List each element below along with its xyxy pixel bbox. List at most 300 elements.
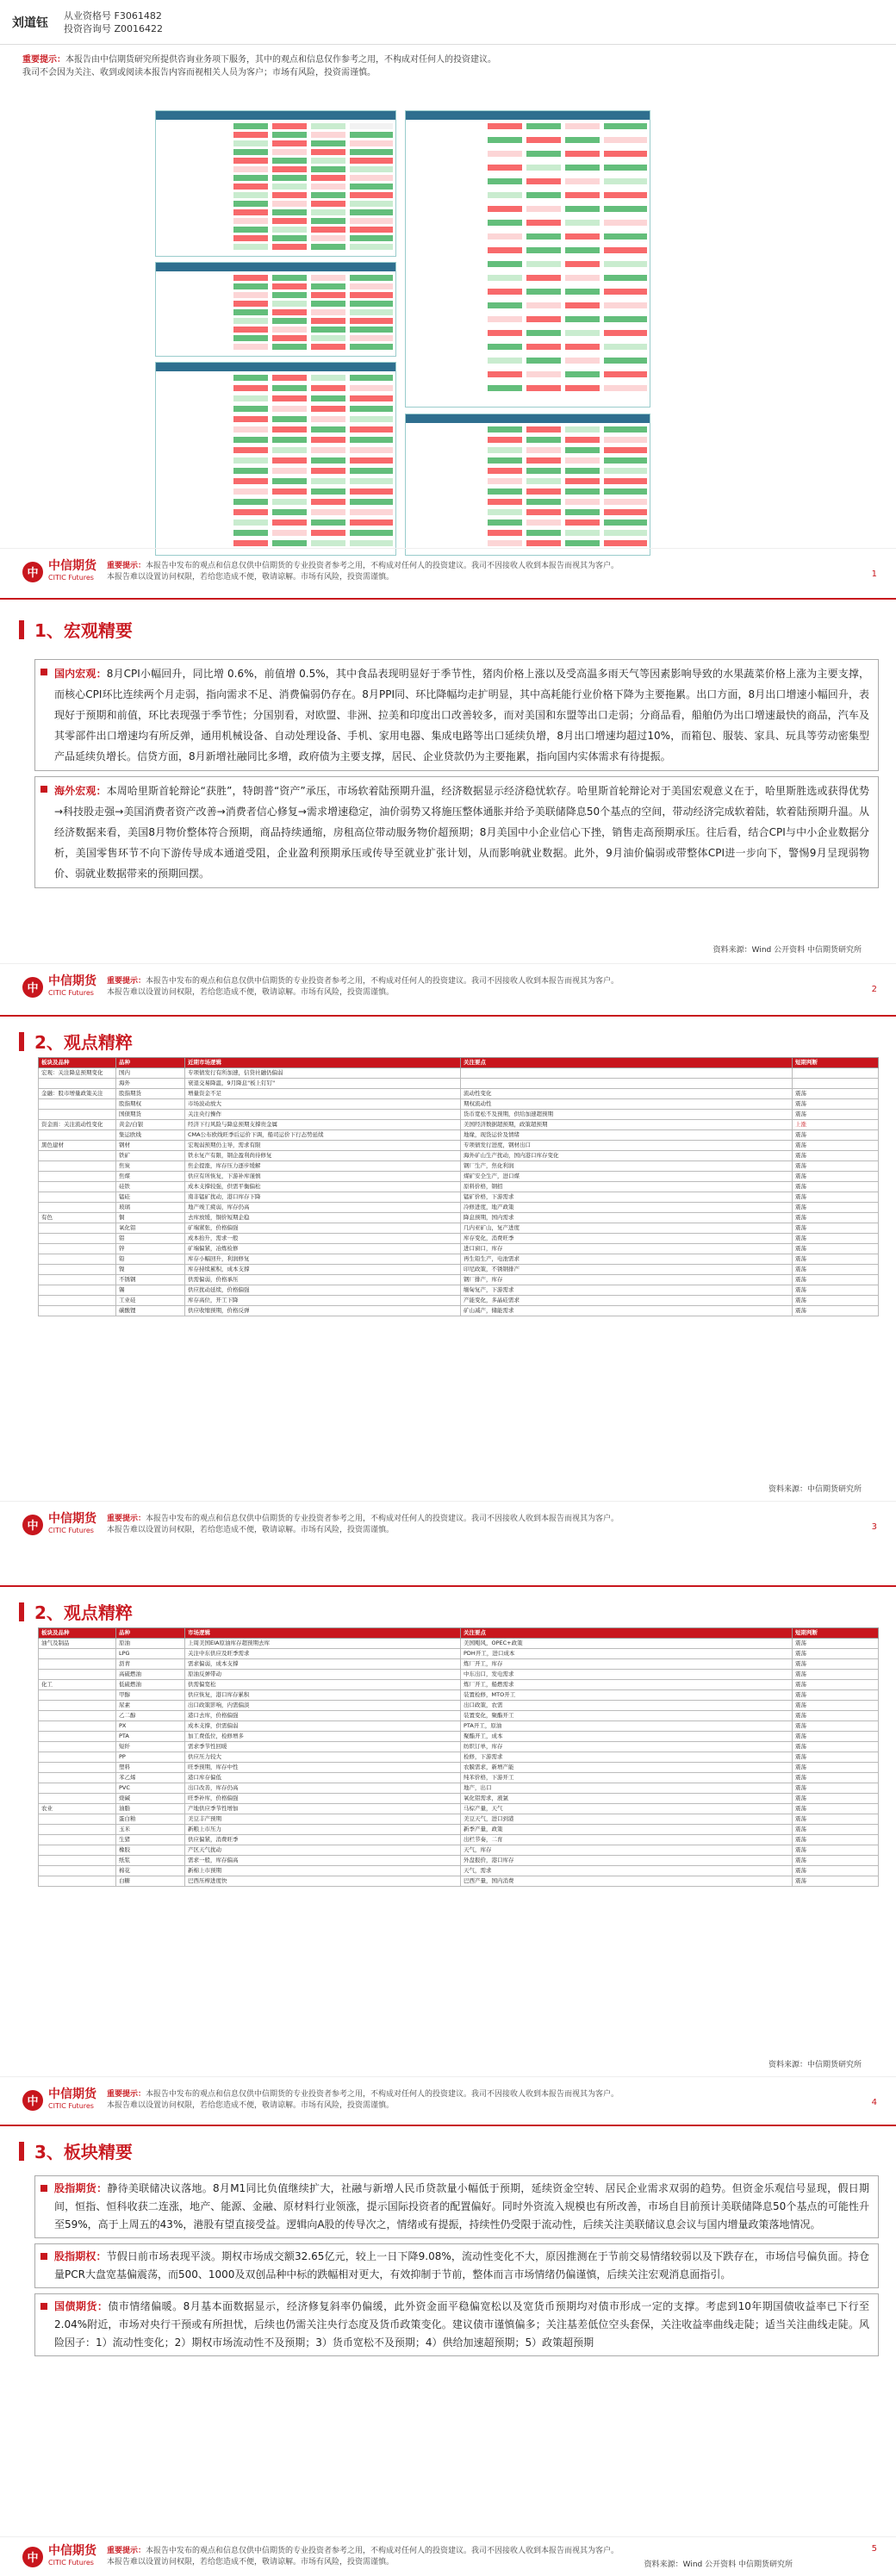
table-cell: 震荡 (793, 1835, 879, 1845)
table-cell: 港口去库，价格偏强 (185, 1711, 461, 1721)
table-cell: 股指期货 (116, 1089, 185, 1099)
table-row (39, 1223, 879, 1234)
table-cell: PP (116, 1752, 185, 1763)
table-cell (39, 1876, 116, 1887)
table-cell: 钢厂排产，库存 (461, 1275, 793, 1285)
section-marker (19, 620, 24, 639)
table-cell: 工业硅 (116, 1296, 185, 1306)
table-row (39, 1172, 879, 1182)
table-cell: 海外矿山生产扰动，国内港口库存变化 (461, 1151, 793, 1161)
table-cell (39, 1721, 116, 1732)
table-cell: 成本抬升，需求一般 (185, 1234, 461, 1244)
table-cell (39, 1306, 116, 1316)
table-cell (39, 1763, 116, 1773)
table-cell (39, 1285, 116, 1296)
table-cell: 震荡 (793, 1141, 879, 1151)
table-cell: 需求季节性回暖 (185, 1742, 461, 1752)
citic-logo-icon: 中 (22, 977, 43, 998)
table-cell: 震荡 (793, 1825, 879, 1835)
table-row (39, 1285, 879, 1296)
column-header: 品种 (116, 1628, 185, 1639)
column-header: 关注要点 (461, 1058, 793, 1068)
table-cell: 蛋白粕 (116, 1814, 185, 1825)
table-cell: 铝 (116, 1234, 185, 1244)
table-cell: 震荡 (793, 1192, 879, 1203)
table-cell (793, 1079, 879, 1089)
column-header: 近期市场逻辑 (185, 1058, 461, 1068)
table-cell (39, 1742, 116, 1752)
table-cell: 不锈钢 (116, 1275, 185, 1285)
table-cell: 中东出口，发电需求 (461, 1670, 793, 1680)
table-cell: 震荡 (793, 1659, 879, 1670)
column-header: 市场逻辑 (185, 1628, 461, 1639)
table-cell: 国内 (116, 1068, 185, 1079)
table-cell (39, 1773, 116, 1783)
table-row (39, 1265, 879, 1275)
table-cell: 锰硅 (116, 1192, 185, 1203)
table-cell: 塑料 (116, 1763, 185, 1773)
table-cell: 锡 (116, 1285, 185, 1296)
table-cell: 低硫燃油 (116, 1680, 185, 1690)
table-cell: 库存持续累积，成本支撑 (185, 1265, 461, 1275)
table-cell: 经济下行风险与降息预期支撑贵金属 (185, 1120, 461, 1130)
table-cell (39, 1223, 116, 1234)
table-cell: 供应恢复，港口库存累积 (185, 1690, 461, 1701)
table-cell (793, 1068, 879, 1079)
table-cell: 震荡 (793, 1711, 879, 1721)
table-cell: 铁矿 (116, 1151, 185, 1161)
table-row (39, 1773, 879, 1783)
table-cell (39, 1835, 116, 1845)
table-cell: 旺季预期，库存中性 (185, 1763, 461, 1773)
table-cell: 钢厂生产，焦化利润 (461, 1161, 793, 1172)
table-cell: 震荡 (793, 1701, 879, 1711)
table-cell: 供应有所恢复，下游补库谨慎 (185, 1172, 461, 1182)
table-cell: 甲醇 (116, 1690, 185, 1701)
table-cell (39, 1192, 116, 1203)
table-cell: 纺织订单，库存 (461, 1742, 793, 1752)
table-cell: 海外 (116, 1079, 185, 1089)
table-cell (39, 1203, 116, 1213)
overseas-macro-text: 本周哈里斯首轮辩论“获胜”，特朗普“资产”承压，市场软着陆预期升温，经济数据显示经济稳忧软存。哈里斯首轮辩论对于美国宏观意义在于，哈里斯胜选或获得优势→科技股走强→美国消费者资产改善→消费者信心修复→需求增速稳定，油价弱势又将施压整体通胀并给予美联储降息50个基点的空间，带动经济完成软着陆，软着陆预期升温。从经济数据来看，美国8月物价整体符合预期，商品持续通缩，房租高位带动服务物价超预期；8月美国中小企业信心下挫，销售走高预期承压。往后看，结合CPI与中小企业数据分析，美国零售环节不向下游传导成本通道受阻，企业盈利预期承压或传导至就业扩张计划，从而影响就业数据。此外，9月油价偏弱或带整体CPI进一步向下，警惕9月呈现弱物价、弱就业数据带来的预期回摆。 (54, 785, 869, 880)
page-number: 2 (871, 985, 877, 994)
table-cell: 缅甸复产，下游需求 (461, 1285, 793, 1296)
table-cell: 震荡 (793, 1814, 879, 1825)
table-cell (39, 1099, 116, 1110)
table-cell: 农业 (39, 1804, 116, 1814)
table-cell: 马棕产量，天气 (461, 1804, 793, 1814)
table-cell: 成本支撑，供需偏弱 (185, 1721, 461, 1732)
table-cell: 焦企提涨，库存压力逐步缓解 (185, 1161, 461, 1172)
table-row (39, 1711, 879, 1721)
overseas-macro-tag: 海外宏观： (54, 785, 107, 797)
table-cell: 震荡 (793, 1254, 879, 1265)
table-row (39, 1794, 879, 1804)
footer (0, 963, 896, 1010)
table-cell: 农膜需求，新增产能 (461, 1763, 793, 1773)
table-cell (39, 1234, 116, 1244)
section-title: 1、宏观精要 (34, 620, 133, 641)
table-row (39, 1306, 879, 1316)
sector-item-text: 节假日前市场表现平淡。期权市场成交额32.65亿元，较上一日下降9.08%，流动性变化不大，原因推测在于节前交易情绪较弱以及下跌存在，市场信号偏负面。持仓量PCR大盘宽基偏震荡，而500、1000及双创品种中标的跌幅相对更大，有效抑制于节前，整体而言市场情绪仍偏谨慎，后续关注宏观消息面指引。 (54, 2250, 869, 2280)
table-cell (39, 1275, 116, 1285)
table-row (39, 1192, 879, 1203)
table-cell: 美国飓风，OPEC+政策 (461, 1639, 793, 1649)
table-cell: 白糖 (116, 1876, 185, 1887)
table-cell: 震荡 (793, 1234, 879, 1244)
bullet-icon (40, 2185, 47, 2192)
table-cell (461, 1079, 793, 1089)
table-row (39, 1845, 879, 1856)
header-bar (0, 0, 896, 45)
table-cell: 关注央行操作 (185, 1110, 461, 1120)
table-cell: 震荡 (793, 1856, 879, 1866)
table-cell: 震荡 (793, 1265, 879, 1275)
table-cell: 需求一般，库存偏高 (185, 1856, 461, 1866)
table-cell: 橡胶 (116, 1845, 185, 1856)
table-cell (39, 1701, 116, 1711)
table-row (39, 1649, 879, 1659)
table-cell: 氧化铝需求，液氯 (461, 1794, 793, 1804)
section-marker (19, 1032, 24, 1051)
footer-disclaimer: 重要提示：本报告中发布的观点和信息仅供中信期货的专业投资者参考之用，不构成对任何人的投资建议。我司不因接收人收到本报告而视其为客户。 本报告难以设置访问权限，若给您造成不便，敬请谅解。市场有风险，投资需谨慎。 (107, 2089, 619, 2110)
table-row (39, 1079, 879, 1089)
table-cell: 增量资金不足 (185, 1089, 461, 1099)
table-cell: 美国经济数据超预期，政策超预期 (461, 1120, 793, 1130)
table-cell: 钢材 (116, 1141, 185, 1151)
table-cell (39, 1659, 116, 1670)
table-cell (461, 1068, 793, 1079)
citic-logo: 中 中信期货 CITIC Futures (22, 1513, 96, 1537)
table-cell: PTA开工，原油 (461, 1721, 793, 1732)
heatmap-table-5 (405, 414, 650, 556)
table-cell: 宏观弱预期仍主导，需求有限 (185, 1141, 461, 1151)
section-header (0, 1017, 896, 1054)
table-row (39, 1161, 879, 1172)
table-cell: 油气及制品 (39, 1639, 116, 1649)
table-cell: 烧碱 (116, 1794, 185, 1804)
table-cell: 需求偏弱，成本支撑 (185, 1659, 461, 1670)
table-cell: CMA公布欧线旺季后运价下调，船司运价下行态势延续 (185, 1130, 461, 1141)
table-cell: 震荡 (793, 1161, 879, 1172)
bullet-icon (40, 669, 47, 675)
column-header: 短期判断 (793, 1058, 879, 1068)
table-cell: 震荡 (793, 1089, 879, 1099)
table-cell: 降息预期，国内需求 (461, 1213, 793, 1223)
table-cell (39, 1130, 116, 1141)
section-title: 3、板块精要 (34, 2142, 133, 2162)
page-number: 3 (871, 1522, 877, 1532)
table-cell: 再生铅生产，电池需求 (461, 1254, 793, 1265)
table-cell: 炼厂开工，库存 (461, 1659, 793, 1670)
table-cell: 震荡 (793, 1773, 879, 1783)
table-cell: 成本支撑较强，供需平衡偏松 (185, 1182, 461, 1192)
table-cell: 震荡 (793, 1099, 879, 1110)
footer (0, 1501, 896, 1547)
table-cell: 震荡 (793, 1763, 879, 1773)
citic-logo-icon: 中 (22, 2547, 43, 2567)
table-cell (39, 1866, 116, 1876)
table-cell: 流动性变化 (461, 1089, 793, 1099)
table-cell (39, 1172, 116, 1182)
table-cell: LPG (116, 1649, 185, 1659)
table-cell: 巴西产量，国内消费 (461, 1876, 793, 1887)
table-cell: 地产竣工疲弱，库存仍高 (185, 1203, 461, 1213)
slide-macro (0, 598, 896, 1010)
table-cell: 锰矿价格，下游需求 (461, 1192, 793, 1203)
table-cell: 地缘，现货运价及情绪 (461, 1130, 793, 1141)
table-cell (39, 1244, 116, 1254)
table-cell: PVC (116, 1783, 185, 1794)
table-cell: 高硫燃油 (116, 1670, 185, 1680)
table-cell: 震荡 (793, 1296, 879, 1306)
table-row (39, 1089, 879, 1099)
table-cell: 铁水复产有限，钢企盈利尚待修复 (185, 1151, 461, 1161)
table-cell: 震荡 (793, 1130, 879, 1141)
table-cell (39, 1711, 116, 1721)
section-header (0, 600, 896, 642)
table-cell: 产区天气扰动 (185, 1845, 461, 1856)
table-cell (39, 1649, 116, 1659)
table-row (39, 1763, 879, 1773)
page-number: 5 (871, 2544, 877, 2554)
table-cell: 库存高位，开工下降 (185, 1296, 461, 1306)
table-cell (39, 1296, 116, 1306)
table-row (39, 1120, 879, 1130)
source-note: 资料来源：中信期货研究所 (768, 2061, 862, 2069)
table-cell: 焦煤 (116, 1172, 185, 1182)
table-cell: 出口改善，库存仍高 (185, 1783, 461, 1794)
table-cell: 震荡 (793, 1639, 879, 1649)
section-title: 2、观点精粹 (34, 1032, 133, 1053)
table-cell: 震荡 (793, 1866, 879, 1876)
table-cell (39, 1079, 116, 1089)
sector-item-tag: 股指期货： (54, 2182, 108, 2194)
table-cell: 专项债发行进度，钢材出口 (461, 1141, 793, 1151)
table-row (39, 1825, 879, 1835)
slide-cover (0, 0, 896, 594)
table-cell: 聚酯开工，成本 (461, 1732, 793, 1742)
source-note: 资料来源：Wind 公开资料 中信期货研究所 (712, 946, 862, 955)
table-cell: 棉花 (116, 1866, 185, 1876)
slide-views-1 (0, 1015, 896, 1547)
table-cell: 油脂 (116, 1804, 185, 1814)
table-row (39, 1835, 879, 1845)
table-cell: 货币宽松不及预期，供给加速超预期 (461, 1110, 793, 1120)
table-cell: 金融：股市增量政策关注 (39, 1089, 116, 1099)
table-cell (39, 1814, 116, 1825)
table-cell: 炼厂开工，船燃需求 (461, 1680, 793, 1690)
domestic-macro-tag: 国内宏观： (54, 668, 107, 680)
table-cell: 港口库存偏低 (185, 1773, 461, 1783)
table-cell: 沥青 (116, 1659, 185, 1670)
table-cell (39, 1794, 116, 1804)
table-cell: 巴西压榨进度快 (185, 1876, 461, 1887)
table-row (39, 1752, 879, 1763)
table-cell: 美豆天气，进口到港 (461, 1814, 793, 1825)
table-cell: 氧化铝 (116, 1223, 185, 1234)
table-cell: 检修，下游需求 (461, 1752, 793, 1763)
table-cell: 美豆丰产预期 (185, 1814, 461, 1825)
table-row (39, 1876, 879, 1887)
table-cell: 供应收缩预期，价格反弹 (185, 1306, 461, 1316)
table-cell: 煤矿安全生产，进口煤 (461, 1172, 793, 1182)
domestic-macro-text: 8月CPI小幅回升，同比增 0.6%，前值增 0.5%，其中食品表现明显好于季节性，猪肉价格上涨以及受高温多雨天气等因素影响导致的水果蔬菜价格上涨为主要支撑，而核心CPI环比连续两个月走弱，指向需求不足、消费偏弱仍存在。8月PPI同、环比降幅均走扩明显，其中高耗能行业价格下降为主要拖累。出口方面，8月出口增速小幅回升，表现好于预期和前值，环比表现强于季节性；分国别看，对欧盟、非洲、拉美和印度出口改善较多，而对美国和东盟等出口走弱；分商品看，船舶仍为出口增速最快的商品，汽车及其零部件出口增速均有所反弹，通用机械设备、自动处理设备、手机、家用电器、集成电路等出口延续负增，8月出口增速均超过10%，而箱包、服装、家具、玩具等劳动密集型产品延续负增长。信贷方面，8月新增社融同比多增，政府债为主要支撑，居民、企业贷款仍为主要拖累，指向国内实体需求有待提振。 (54, 668, 869, 762)
table-cell: 供应压力较大 (185, 1752, 461, 1763)
table-row (39, 1639, 879, 1649)
table-cell: 震荡 (793, 1804, 879, 1814)
table-cell: 震荡 (793, 1742, 879, 1752)
table-cell: 新棉上市预期 (185, 1866, 461, 1876)
citic-logo: 中 中信期货 CITIC Futures (22, 2088, 96, 2112)
table-cell: PDH开工，进口成本 (461, 1649, 793, 1659)
table-cell: 震荡 (793, 1172, 879, 1182)
section-title: 2、观点精粹 (34, 1602, 133, 1623)
table-row (39, 1141, 879, 1151)
sector-item-box (34, 2175, 879, 2238)
citic-logo: 中 中信期货 CITIC Futures (22, 2545, 96, 2569)
table-cell: 震荡 (793, 1151, 879, 1161)
table-cell: 生猪 (116, 1835, 185, 1845)
table-cell: PTA (116, 1732, 185, 1742)
table-row (39, 1068, 879, 1079)
views-table-2 (38, 1627, 879, 1887)
table-cell: 进口窗口，库存 (461, 1244, 793, 1254)
table-cell: 几内亚矿山，复产进度 (461, 1223, 793, 1234)
table-cell: PX (116, 1721, 185, 1732)
table-cell: 震荡 (793, 1649, 879, 1659)
table-cell: 纯苯价格，下游开工 (461, 1773, 793, 1783)
heatmap-table-3 (155, 362, 396, 556)
table-cell: 碳酸锂 (116, 1306, 185, 1316)
table-cell: 上周美国EIA原油库存超预期去库 (185, 1639, 461, 1649)
table-row (39, 1804, 879, 1814)
heatmap-table-1 (155, 110, 396, 257)
table-row (39, 1203, 879, 1213)
table-cell: 原料价格，钢招 (461, 1182, 793, 1192)
column-header: 短期判断 (793, 1628, 879, 1639)
table-cell: 化工 (39, 1680, 116, 1690)
table-cell: 震荡 (793, 1690, 879, 1701)
slide-sectors (0, 2125, 896, 2576)
table-cell (39, 1690, 116, 1701)
table-cell: 库存变化，消费旺季 (461, 1234, 793, 1244)
table-cell: 乙二醇 (116, 1711, 185, 1721)
table-cell: 黑色建材 (39, 1141, 116, 1151)
footer (0, 548, 896, 594)
table-row (39, 1783, 879, 1794)
table-row (39, 1690, 879, 1701)
table-cell: 期权流动性 (461, 1099, 793, 1110)
table-cell (39, 1825, 116, 1835)
table-cell: 市场波动放大 (185, 1099, 461, 1110)
table-cell: 南非锰矿扰动，港口库存下降 (185, 1192, 461, 1203)
table-cell: 衰退交易降温，9月降息"板上钉钉" (185, 1079, 461, 1089)
table-row (39, 1659, 879, 1670)
table-row (39, 1670, 879, 1680)
table-cell: 外盘报价，港口库存 (461, 1856, 793, 1866)
table-cell: 震荡 (793, 1876, 879, 1887)
table-cell: 供需偏宽松 (185, 1680, 461, 1690)
page-number: 1 (871, 569, 877, 579)
overseas-macro-box (34, 776, 879, 888)
table-cell: 苯乙烯 (116, 1773, 185, 1783)
sector-item-text: 债市情绪偏暖。8月基本面数据显示，经济修复斜率仍偏缓，此外资金面平稳偏宽松以及宽货币预期均对债市形成一定的支撑。考虑到10年期国债收益率已下行至2.04%附近，市场对央行干预或有所担忧，后续也仍需关注央行态度及货币政策变化。建议债市谨慎偏多；关注基差低位空头套保，关注收益率曲线走陡；适当关注曲线走陡。风险因子：1）流动性变化；2）期权市场流动性不及预期；3）货币宽松不及预期；4）供给加速超预期；5）政策超预期 (54, 2300, 869, 2349)
bullet-icon (40, 2303, 47, 2310)
table-cell: 新季产量，政策 (461, 1825, 793, 1835)
table-cell: 震荡 (793, 1203, 879, 1213)
table-cell: 焦炭 (116, 1161, 185, 1172)
views-table-1 (38, 1057, 879, 1316)
table-cell: 加工费低位，检修增多 (185, 1732, 461, 1742)
table-cell: 震荡 (793, 1721, 879, 1732)
footer-disclaimer: 重要提示：本报告中发布的观点和信息仅供中信期货的专业投资者参考之用，不构成对任何人的投资建议。我司不因接收人收到本报告而视其为客户。 本报告难以设置访问权限，若给您造成不便，敬请谅解。市场有风险，投资需谨慎。 (107, 1514, 619, 1534)
domestic-macro-box (34, 659, 879, 771)
table-cell: 上涨 (793, 1120, 879, 1130)
sector-item-box (34, 2243, 879, 2288)
table-cell: 原油反弹带动 (185, 1670, 461, 1680)
table-row (39, 1151, 879, 1161)
table-cell: 震荡 (793, 1783, 879, 1794)
citic-logo-icon: 中 (22, 2090, 43, 2111)
qualification-info: 从业资格号 F3061482 投资咨询号 Z0016422 (64, 9, 164, 34)
table-cell: 镍 (116, 1265, 185, 1275)
table-row (39, 1856, 879, 1866)
table-row (39, 1296, 879, 1306)
footer (0, 2076, 896, 2123)
table-cell (39, 1265, 116, 1275)
table-cell: 出栏节奏，二育 (461, 1835, 793, 1845)
heatmap-table-2 (155, 262, 396, 357)
table-cell: 天气，需求 (461, 1866, 793, 1876)
table-cell (39, 1732, 116, 1742)
table-cell: 产地供应季节性增加 (185, 1804, 461, 1814)
table-cell: 震荡 (793, 1275, 879, 1285)
table-row (39, 1866, 879, 1876)
table-cell: 铜 (116, 1213, 185, 1223)
table-cell: 震荡 (793, 1223, 879, 1234)
table-row (39, 1701, 879, 1711)
table-cell: 库存小幅回升，利润修复 (185, 1254, 461, 1265)
author-name: 刘道钰 (12, 16, 48, 30)
table-row (39, 1732, 879, 1742)
table-cell: 装置检修，MTO开工 (461, 1690, 793, 1701)
table-cell: 铅 (116, 1254, 185, 1265)
table-row (39, 1182, 879, 1192)
market-heatmap-tables (155, 110, 650, 558)
sector-item-tag: 股指期权： (54, 2250, 107, 2262)
section-marker (19, 1602, 24, 1621)
source-note: 资料来源：Wind 公开资料 中信期货研究所 (644, 2560, 793, 2569)
table-row (39, 1742, 879, 1752)
citic-logo: 中 中信期货 CITIC Futures (22, 560, 96, 584)
table-cell: 矿山减产，储能需求 (461, 1306, 793, 1316)
source-note: 资料来源：中信期货研究所 (768, 1485, 862, 1494)
table-cell (39, 1151, 116, 1161)
table-cell (39, 1182, 116, 1192)
column-header: 板块及品种 (39, 1058, 116, 1068)
table-cell: 震荡 (793, 1285, 879, 1296)
table-cell: 震荡 (793, 1670, 879, 1680)
citic-logo-icon: 中 (22, 1515, 43, 1535)
table-cell: 供应扰动延续，价格偏强 (185, 1285, 461, 1296)
table-row (39, 1275, 879, 1285)
bullet-icon (40, 786, 47, 793)
bullet-icon (40, 2253, 47, 2260)
table-cell: 关注中东供应及旺季需求 (185, 1649, 461, 1659)
table-row (39, 1244, 879, 1254)
table-cell: 装置变化，聚酯开工 (461, 1711, 793, 1721)
